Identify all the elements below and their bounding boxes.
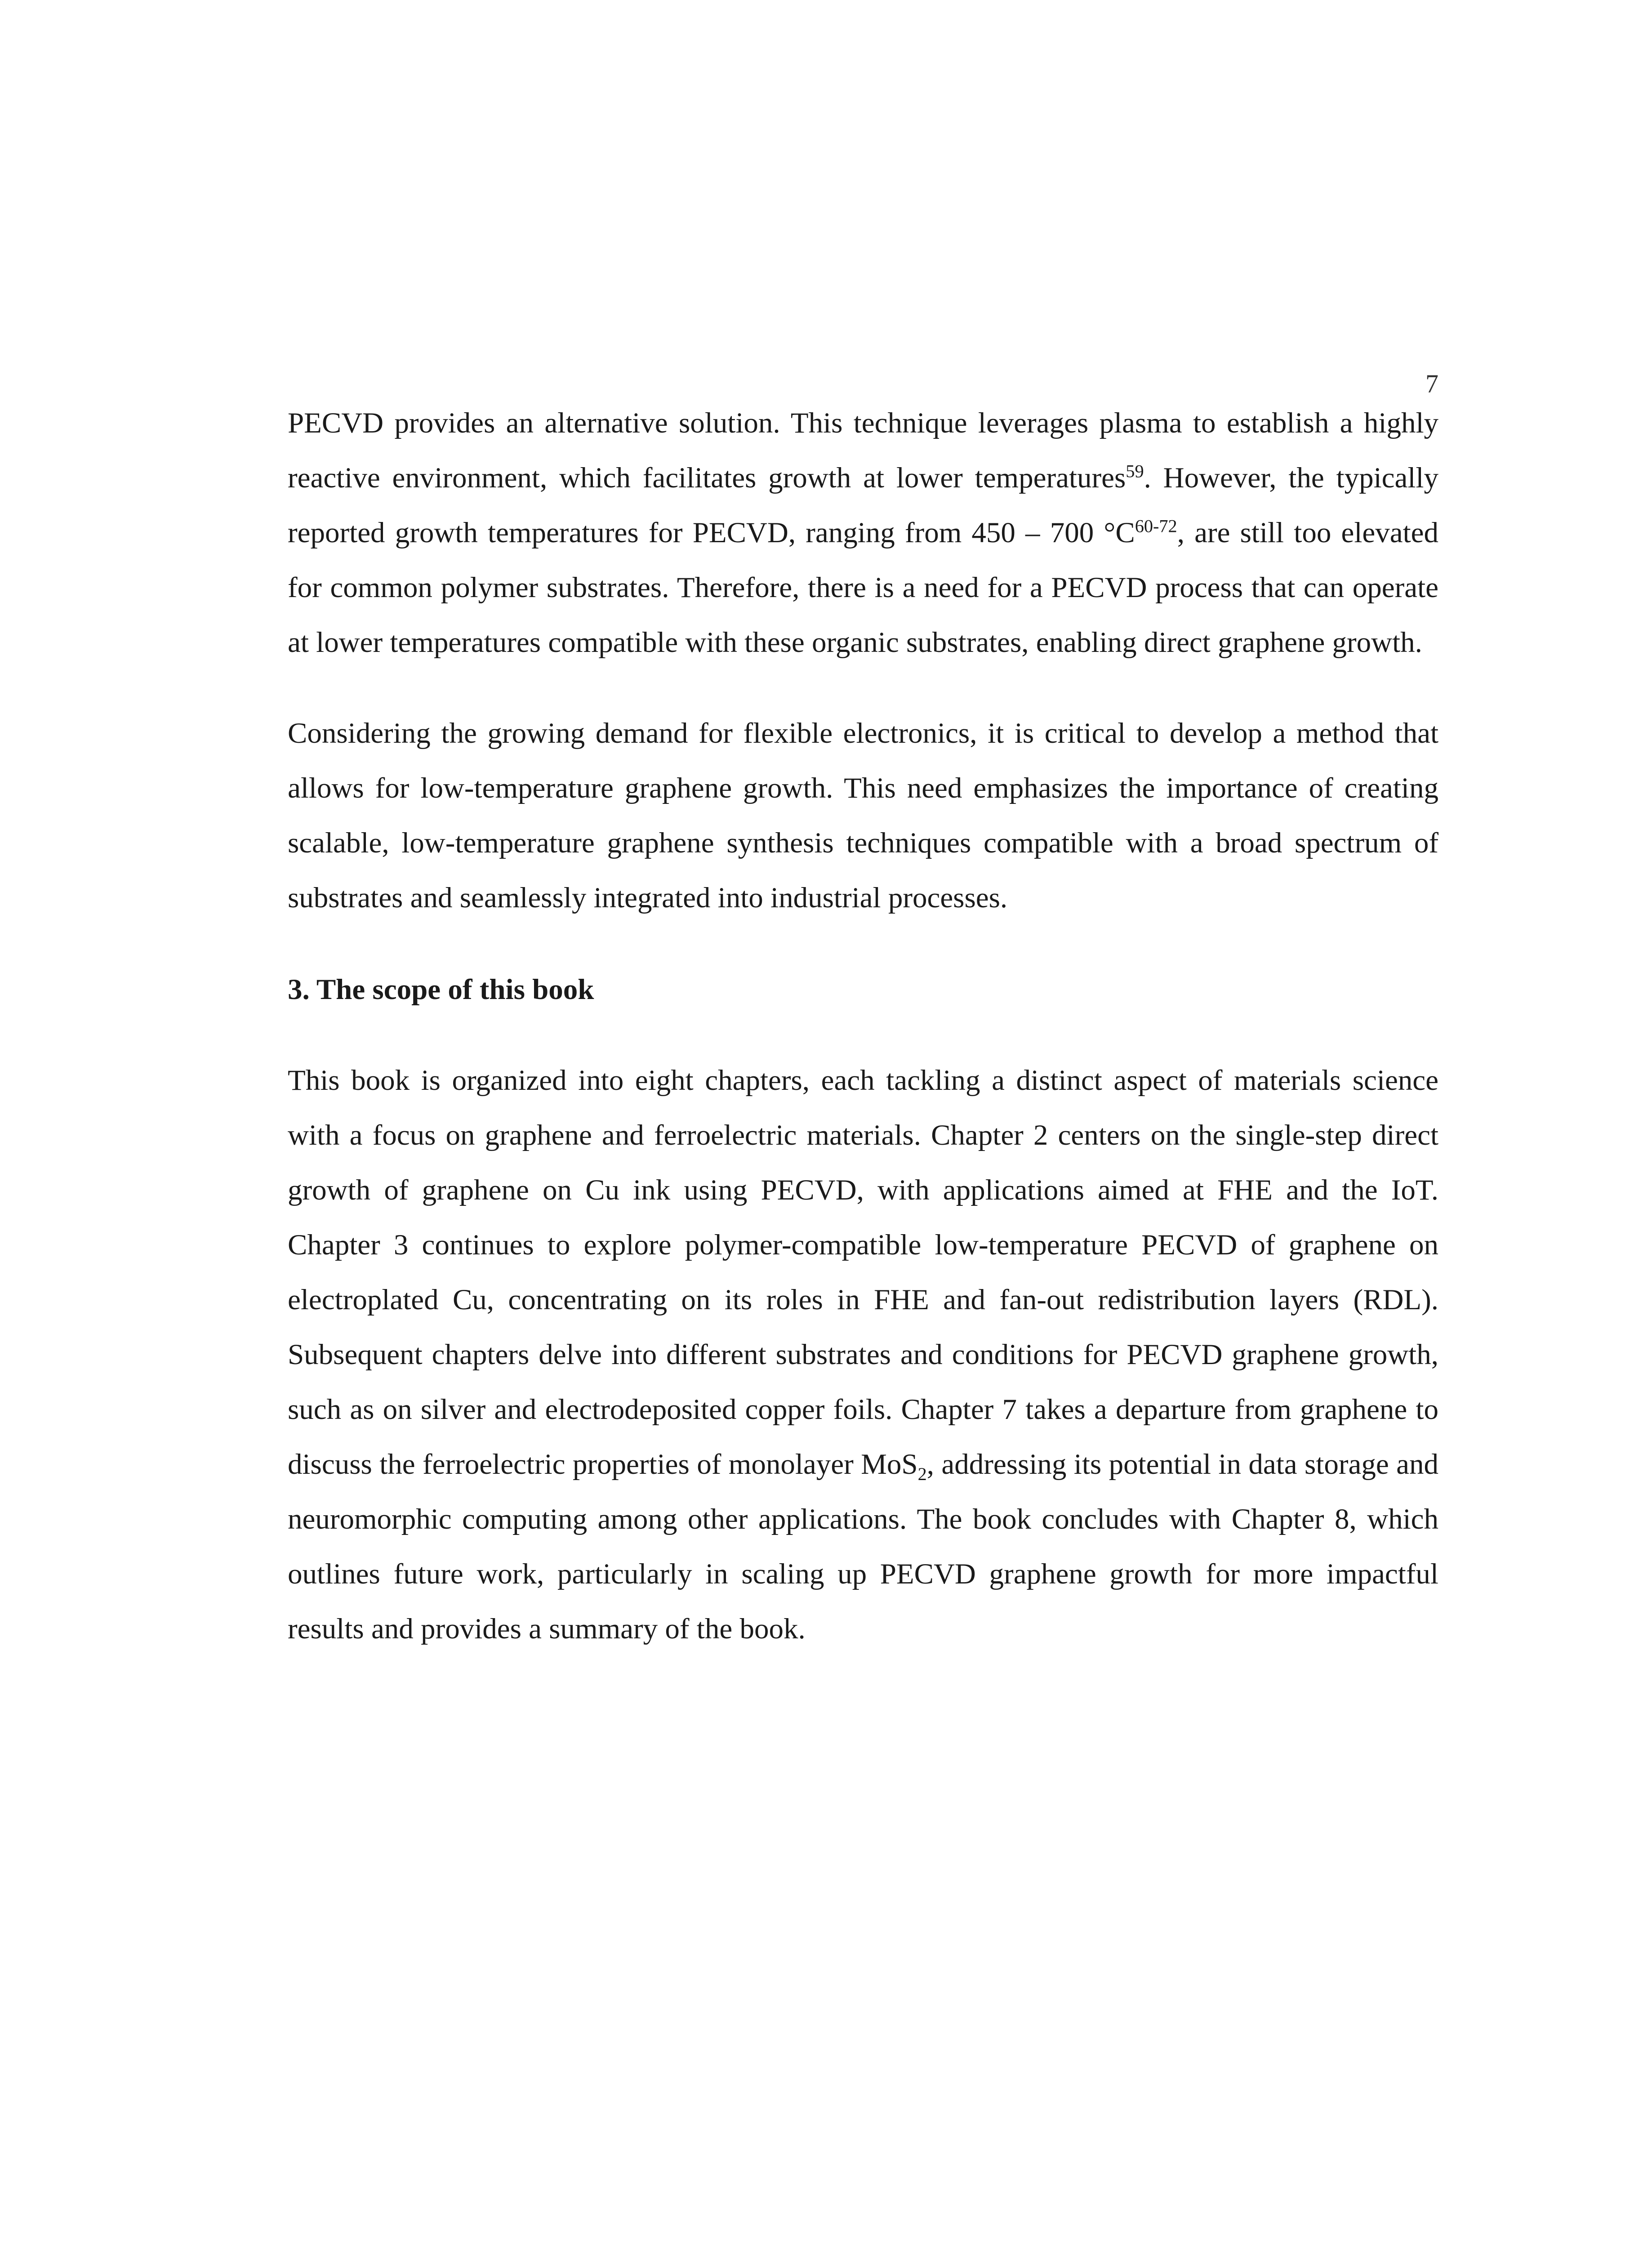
paragraph-pecvd-intro <box>288 396 1438 670</box>
page-number: 7 <box>1425 369 1438 398</box>
paragraph-book-scope <box>288 1053 1438 1656</box>
paragraph-flexible-electronics: Considering the growing demand for flexible electronics, it is critical to develop a method that allows for low-temperature graphene growth. This need emphasizes the importance of creating scalable, low-temperature graphene synthesis techniques compatible with a broad spectrum of substrates and seamlessly integrated into industrial processes. <box>288 717 1438 914</box>
paragraph-text: , are still too elevated for common polymer substrates. Therefore, there is a need for a PECVD process that can operate at lower temperatures compatible with these organic substrates, enabling direct graphene growth. <box>288 517 1438 659</box>
chemical-subscript: 2 <box>917 1464 927 1484</box>
paragraph-text: . However, the typically reported growth temperatures for PECVD, ranging from 450 – 700 °C <box>288 462 1438 549</box>
citation-superscript: 59 <box>1126 461 1144 482</box>
paragraph-text: , addressing its potential in data storage and neuromorphic computing among other applications. The book concludes with Chapter 8, which outlines future work, particularly in scaling up PECVD graphene growth for more impactful results and provides a summary of the book. <box>288 1448 1438 1645</box>
paragraph-text: This book is organized into eight chapters, each tackling a distinct aspect of materials science with a focus on graphene and ferroelectric materials. Chapter 2 centers on the single-step direct growth of graphene on Cu ink using PECVD, with applications aimed at FHE and the IoT. Chapter 3 continues to explore polymer-compatible low-temperature PECVD of graphene on electroplated Cu, concentrating on its roles in FHE and fan-out redistribution layers (RDL). Subsequent chapters delve into different substrates and conditions for PECVD graphene growth, such as on silver and electrodeposited copper foils. Chapter 7 takes a departure from graphene to discuss the ferroelectric properties of monolayer MoS <box>288 1064 1438 1481</box>
citation-superscript: 60-72 <box>1135 516 1177 536</box>
paragraph-text: PECVD provides an alternative solution. This technique leverages plasma to establish a highly reactive environment, which facilitates growth at lower temperatures <box>288 407 1438 494</box>
section-heading: 3. The scope of this book <box>288 973 594 1006</box>
page-body <box>288 396 1438 1656</box>
